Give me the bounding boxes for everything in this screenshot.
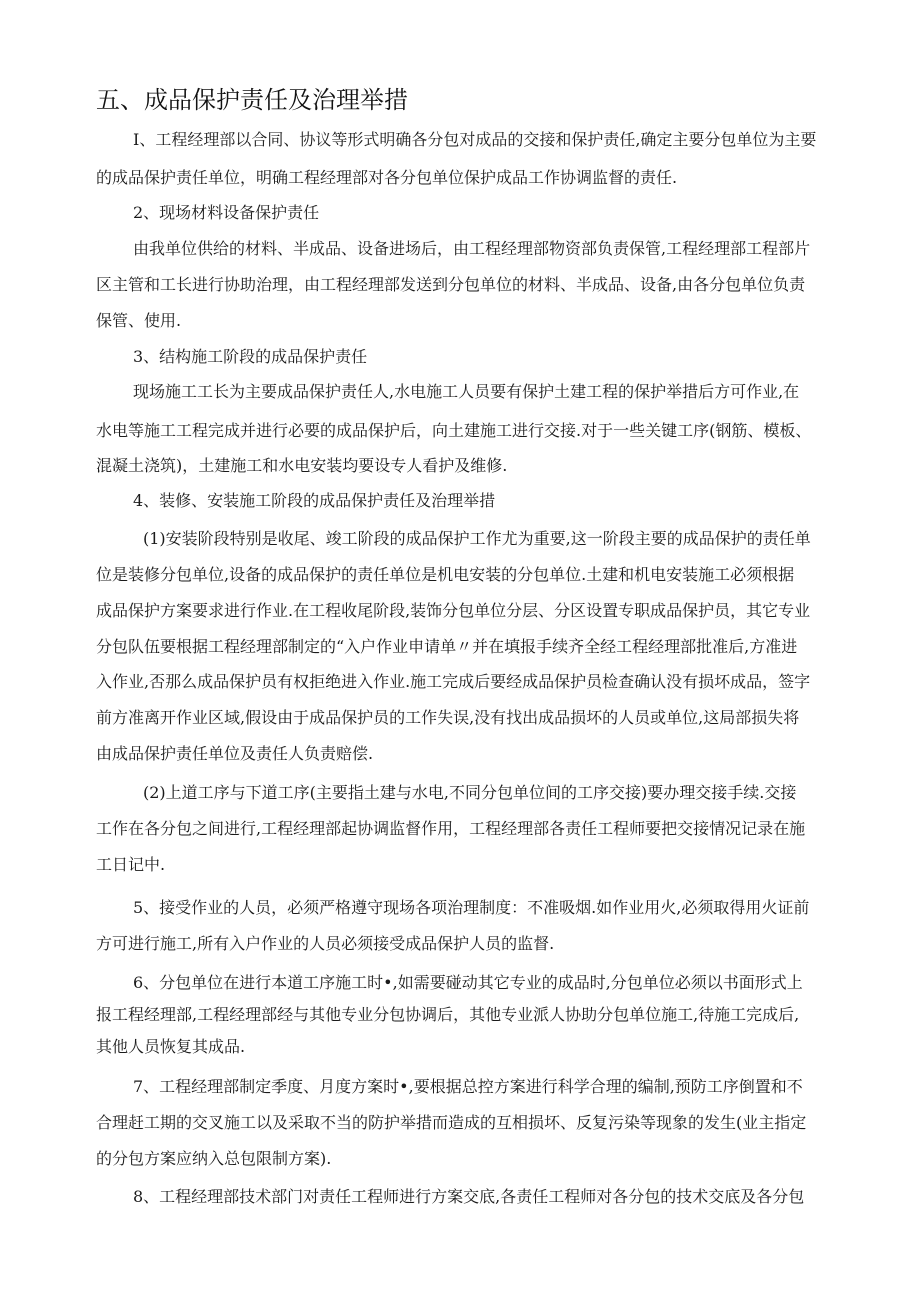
text-line: 现场施工工长为主要成品保护责任人,水电施工人员要有保护土建工程的保护举措后方可作业,在 [133, 382, 800, 401]
text-line: 区主管和工长进行协助治理，由工程经理部发送到分包单位的材料、半成品、设备,由各分包单位负责 [96, 275, 806, 294]
text-line: 成品保护方案要求进行作业.在工程收尾阶段,装饰分包单位分层、分区设置专职成品保护员，其它专业 [96, 601, 811, 620]
text-line: 由成品保护责任单位及责任人负责赔偿. [96, 744, 374, 763]
text-line: 7、工程经理部制定季度、月度方案时•,要根据总控方案进行科学合理的编制,预防工序倒置和不 [133, 1077, 803, 1096]
text-line: 报工程经理部,工程经理部经与其他专业分包协调后，其他专业派人协助分包单位施工,待施工完成后, [96, 1005, 800, 1024]
text-line: (2)上道工序与下道工序(主要指土建与水电,不同分包单位间的工序交接)要办理交接手续.交接 [143, 783, 797, 802]
text-line: 入作业,否那么成品保护员有权拒绝进入作业.施工完成后要经成品保护员检查确认没有损坏成品，签字 [96, 672, 811, 691]
text-line: 分包队伍要根据工程经理部制定的“入户作业申请单〃并在填报手续齐全经工程经理部批准后,方准进 [96, 637, 798, 656]
text-line: I、工程经理部以合同、协议等形式明确各分包对成品的交接和保护责任,确定主要分包单位为主要 [133, 130, 817, 149]
text-line: 方可进行施工,所有入户作业的人员必须接受成品保护人员的监督. [96, 934, 555, 953]
text-line: 2、现场材料设备保护责任 [133, 203, 320, 222]
text-line: 8、工程经理部技术部门对责任工程师进行方案交底,各责任工程师对各分包的技术交底及各分包 [133, 1187, 805, 1206]
text-line: 工作在各分包之间进行,工程经理部起协调监督作用，工程经理部各责任工程师要把交接情况记录在施 [96, 819, 806, 838]
text-line: 合理赶工期的交叉施工以及采取不当的防护举措而造成的互相损坏、反复污染等现象的发生(业主指定 [96, 1113, 807, 1132]
text-line: 混凝土浇筑)，土建施工和水电安装均要设专人看护及维修. [96, 456, 508, 475]
text-line: 其他人员恢复其成品. [96, 1037, 246, 1056]
text-line: 水电等施工工程完成并进行必要的成品保护后，向土建施工进行交接.对于一些关键工序(钢筋、模板、 [96, 421, 812, 440]
text-line: 3、结构施工阶段的成品保护责任 [133, 347, 368, 366]
text-line: 工日记中. [96, 855, 166, 874]
text-line: 由我单位供给的材料、半成品、设备进场后，由工程经理部物资部负责保管,工程经理部工程部片 [133, 239, 811, 258]
text-line: 6、分包单位在进行本道工序施工时•,如需要碰动其它专业的成品时,分包单位必须以书面形式上 [133, 973, 803, 992]
text-line: 5、接受作业的人员，必须严格遵守现场各项治理制度：不准吸烟.如作业用火,必须取得用火证前 [133, 898, 810, 917]
text-line: 4、装修、安装施工阶段的成品保护责任及治理举措 [133, 491, 496, 510]
text-line: 的分包方案应纳入总包限制方案). [96, 1149, 332, 1168]
text-line: 保管、使用. [96, 311, 182, 330]
text-line: (1)安装阶段特别是收尾、竣工阶段的成品保护工作尤为重要,这一阶段主要的成品保护的责任单 [143, 529, 811, 548]
text-line: 的成品保护责任单位，明确工程经理部对各分包单位保护成品工作协调监督的责任. [96, 168, 678, 187]
text-line: 前方准离开作业区域,假设由于成品保护员的工作失误,没有找出成品损坏的人员或单位,这局部损失将 [96, 708, 800, 727]
section-heading: 五、成品保护责任及治理举措 [96, 86, 408, 114]
text-line: 位是装修分包单位,设备的成品保护的责任单位是机电安装的分包单位.土建和机电安装施工必须根据 [96, 565, 795, 584]
